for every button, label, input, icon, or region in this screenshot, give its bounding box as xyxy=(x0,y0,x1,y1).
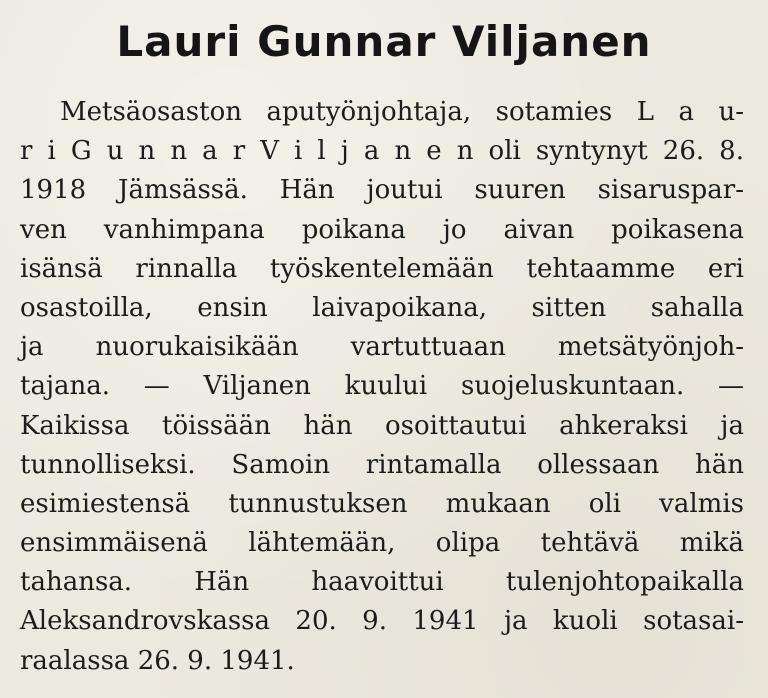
text-line: 1918 Jämsässä. Hän joutui suuren sisaruspar- xyxy=(20,175,744,206)
text-line: Aleksandrovskassa 20. 9. 1941 ja kuoli sotasai- xyxy=(20,606,744,637)
text-line: Kaikissa töissään hän osoittautui ahkeraksi ja xyxy=(20,410,744,441)
text-line: ensimmäisenä lähtemään, olipa tehtävä mikä xyxy=(20,528,744,559)
text-line: tunnolliseksi. Samoin rintamalla ollessaan hän xyxy=(20,449,744,480)
obituary-text xyxy=(20,93,744,681)
text-line: r i G u n n a r V i l j a n e n oli syntynyt 26. 8. xyxy=(20,136,744,167)
text-line: ja nuorukaisikään vartuttuaan metsätyönjoh- xyxy=(20,332,744,363)
text-line: osastoilla, ensin laivapoikana, sitten sahalla xyxy=(20,292,744,323)
text-line: tajana. — Viljanen kuului suojeluskuntaan. — xyxy=(20,371,744,402)
text-line: tahansa. Hän haavoittui tulenjohtopaikalla xyxy=(20,567,744,598)
text-line: Metsäosaston aputyönjohtaja, sotamies L a u- xyxy=(60,97,744,127)
text-line: esimiestensä tunnustuksen mukaan oli valmis xyxy=(20,488,744,519)
page-title: Lauri Gunnar Viljanen xyxy=(116,17,652,66)
text-line: ven vanhimpana poikana jo aivan poikasena xyxy=(20,214,744,245)
text-line: isänsä rinnalla työskentelemään tehtaamme eri xyxy=(20,253,744,284)
text-line: raalassa 26. 9. 1941. xyxy=(20,645,295,676)
